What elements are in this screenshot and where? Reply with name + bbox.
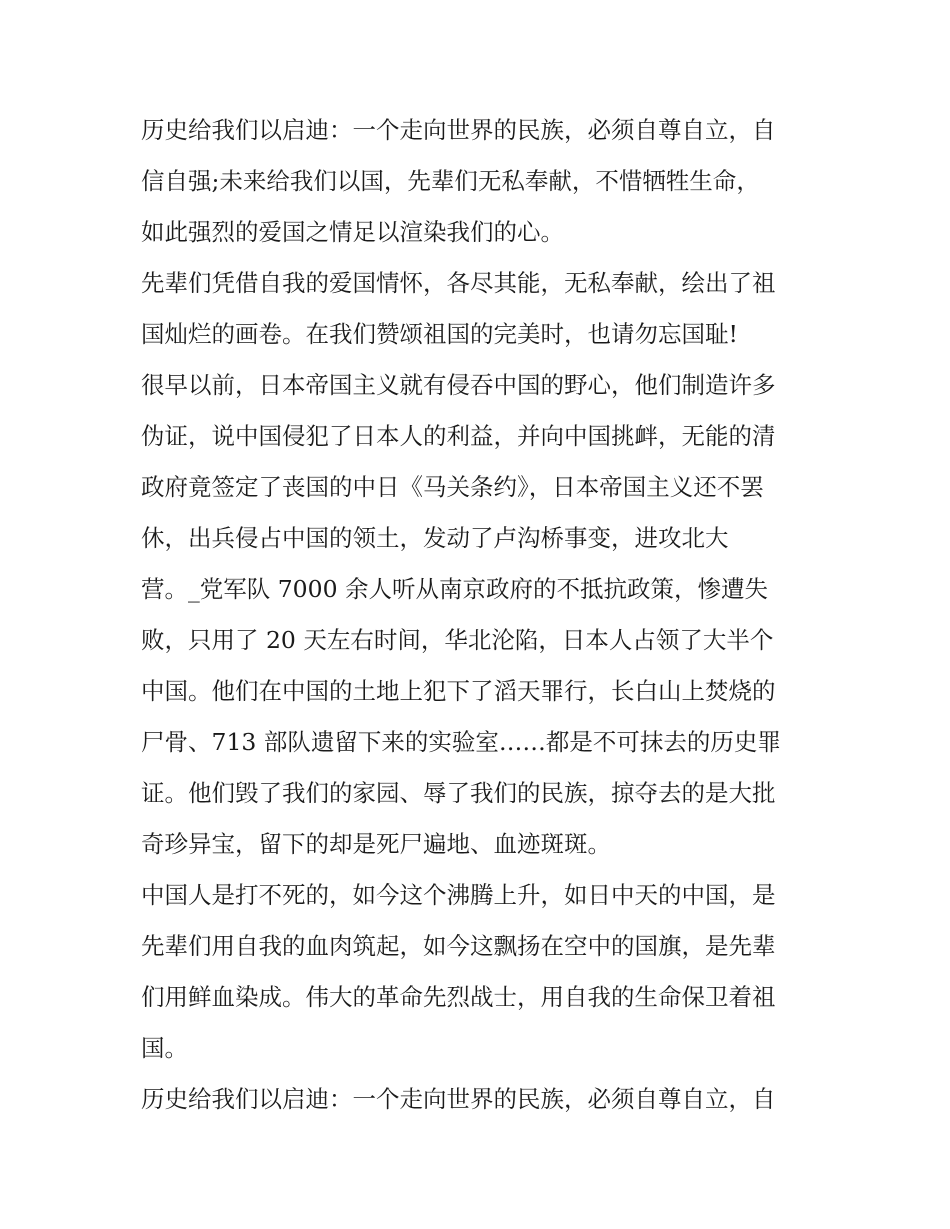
text-line: 证。他们毁了我们的家园、辱了我们的民族，掠夺去的是大批 [141,779,776,807]
paragraph-3 [141,360,813,870]
text-line: 政府竟签定了丧国的中日《马关条约》，日本帝国主义还不罢 [141,473,764,501]
text-line: 休，出兵侵占中国的领土，发动了卢沟桥事变，进攻北大 [141,524,729,552]
paragraph-2 [141,258,813,360]
text-line: 国灿烂的画卷。在我们赞颂祖国的完美时，也请勿忘国耻! [141,320,738,348]
paragraph-5 [141,1074,813,1125]
text-line: 营。_党军队 7000 余人听从南京政府的不抵抗政策，惨遭失 [141,575,768,603]
document-body [141,105,813,1125]
paragraph-4 [141,870,813,1074]
text-line: 历史给我们以启迪：一个走向世界的民族，必须自尊自立，自 [141,1085,776,1113]
text-line: 伪证，说中国侵犯了日本人的利益，并向中国挑衅，无能的清 [141,422,776,450]
text-line: 中国。他们在中国的土地上犯下了滔天罪行，长白山上焚烧的 [141,677,776,705]
text-line: 尸骨、713 部队遗留下来的实验室……都是不可抹去的历史罪 [141,728,781,756]
paragraph-1 [141,105,813,258]
text-line: 信自强;未来给我们以国，先辈们无私奉献，不惜牺牲生命， [141,167,760,195]
text-line: 中国人是打不死的，如今这个沸腾上升，如日中天的中国，是 [141,881,776,909]
text-line: 很早以前，日本帝国主义就有侵吞中国的野心，他们制造许多 [141,371,776,399]
text-line: 们用鲜血染成。伟大的革命先烈战士，用自我的生命保卫着祖 [141,983,776,1011]
text-line: 败，只用了 20 天左右时间，华北沦陷，日本人占领了大半个 [141,626,774,654]
text-line: 如此强烈的爱国之情足以渲染我们的心。 [141,218,564,246]
text-line: 国。 [141,1034,188,1062]
text-line: 先辈们凭借自我的爱国情怀，各尽其能，无私奉献，绘出了祖 [141,269,776,297]
text-line: 历史给我们以启迪：一个走向世界的民族，必须自尊自立，自 [141,116,776,144]
text-line: 先辈们用自我的血肉筑起，如今这飘扬在空中的国旗，是先辈 [141,932,776,960]
text-line: 奇珍异宝，留下的却是死尸遍地、血迹斑斑。 [141,830,611,858]
